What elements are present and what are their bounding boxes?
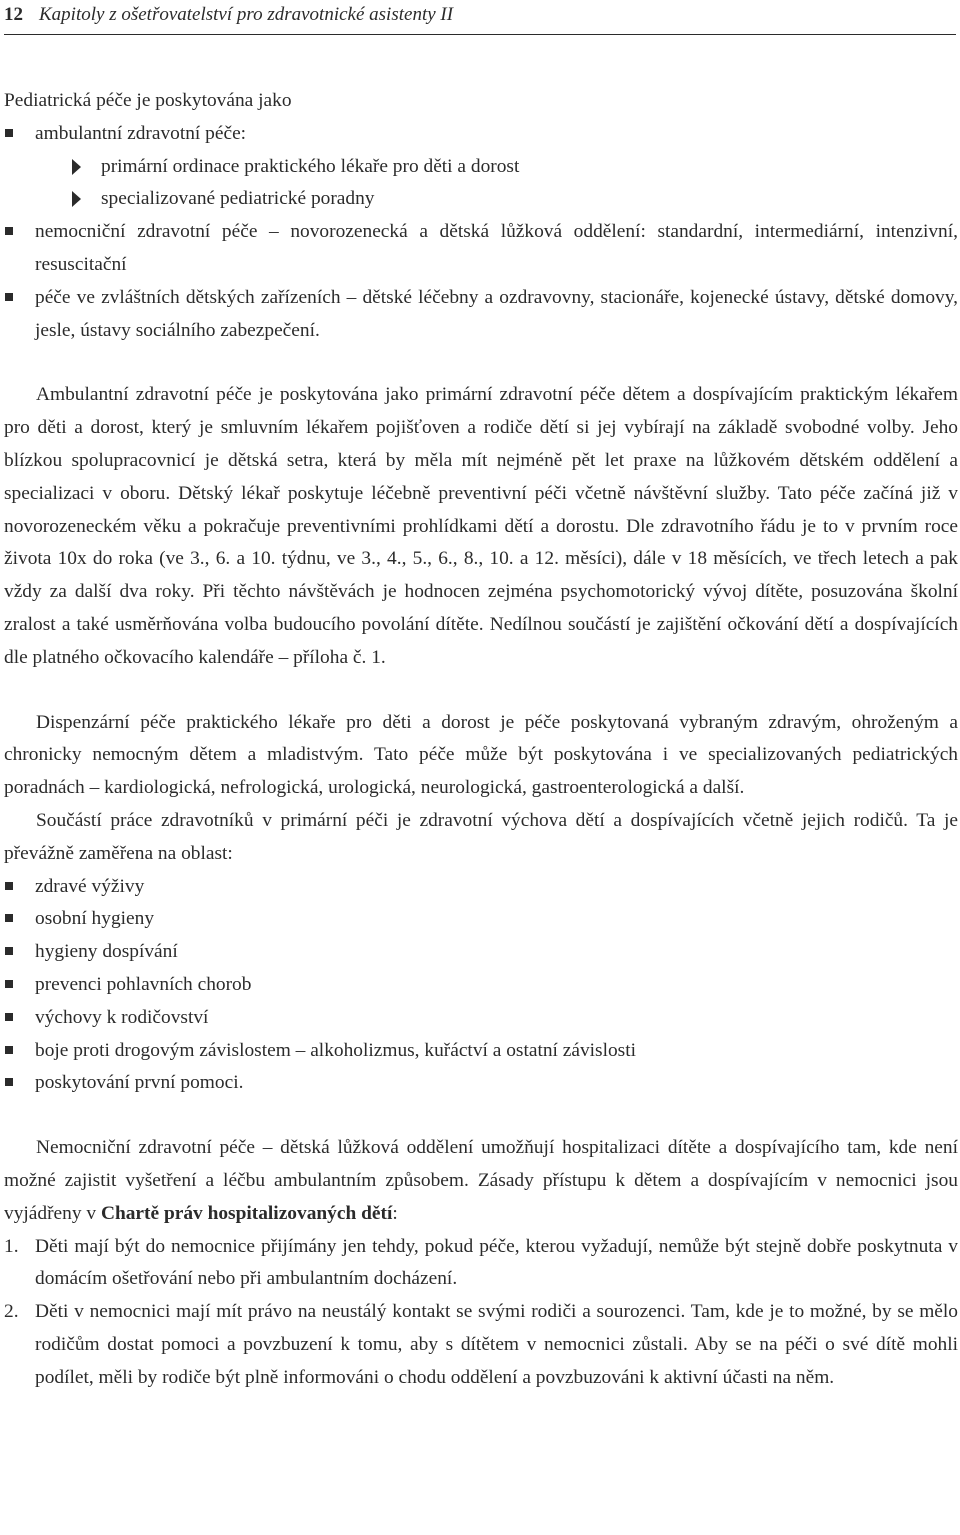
list-item-text: Děti mají být do nemocnice přijímány jen tehdy, pokud péče, kterou vyžadují, nemůže být stejně dobře poskytnuta v domácím ošetřování nebo při ambulantním docházení. [35,1235,958,1290]
charter-list [4,1231,958,1395]
list-item: osobní hygieny [4,903,958,936]
list-item: hygieny dospívání [4,936,958,969]
care-types-list [4,118,958,348]
hospital-care-text: Nemocniční zdravotní péče – dětská lůžková oddělení umožňují hospitalizaci dítěte a dospívajícího tam, kde není možné zajistit vyšetření a léčbu ambulantním způsobem. Zásady přístupu k dětem a dospívajícím v nemocnici jsou vyjádřeny v [4,1137,958,1224]
list-item: prevenci pohlavních chorob [4,969,958,1002]
list-item: péče ve zvláštních dětských zařízeních – dětské léčebny a ozdravovny, stacionáře, kojenecké ústavy, dětské domovy, jesle, ústavy sociálního zabezpečení. [4,282,958,348]
list-item: zdravé výživy [4,871,958,904]
care-types-intro: Pediatrická péče je poskytována jako [4,90,292,111]
health-topics-list [4,871,958,1101]
paragraph-health-education: Součástí práce zdravotníků v primární péči je zdravotní výchova dětí a dospívajících včetně jejich rodičů. Ta je převážně zaměřena na oblast: [4,809,958,864]
list-item-text: ambulantní zdravotní péče: [35,122,247,144]
ambulatory-sublist [35,151,958,217]
charter-colon: : [392,1202,398,1224]
list-item [4,1231,958,1297]
paragraph-dispensary-care: Dispenzární péče praktického lékaře pro děti a dorost je péče poskytovaná vybraným zdravým, ohroženým a chronicky nemocným dětem a mladistvým. Tato péče může být poskytována i ve specializovaných pediatrických poradnách – kardiologická, nefrologická, urologická, neurologická, gastroenterologická a další. [4,711,958,799]
paragraph-hospital-care [4,1132,958,1230]
body-text [4,85,958,1394]
list-item: specializované pediatrické poradny [70,183,958,216]
page-number: 12 [4,4,23,25]
item-number: 1. [4,1235,19,1257]
list-item-text: Děti v nemocnici mají mít právo na neustálý kontakt se svými rodiči a sourozenci. Tam, kde je to možné, by se mělo rodičům dostat pomoci a povzbuzení k tomu, aby s dítětem v nemocnici zůstali. Aby se na péči o své dítě mohli podílet, měli by rodiče být plně informováni o chodu oddělení a povzbuzováni k aktivní účasti na něm. [35,1301,958,1388]
list-item [4,1296,958,1394]
running-header [4,0,956,35]
list-item: nemocniční zdravotní péče – novorozenecká a dětská lůžková oddělení: standardní, intermediární, intenzivní, resuscitační [4,216,958,282]
charter-title: Chartě práv hospitalizovaných dětí [100,1202,393,1224]
list-item [4,118,958,216]
list-item: poskytování první pomoci. [4,1067,958,1100]
paragraph-ambulatory-care: Ambulantní zdravotní péče je poskytována jako primární zdravotní péče dětem a dospívajícím praktickým lékařem pro děti a dorost, který je smluvním lékařem pojišťoven a rodiče dětí si jej vybírají na základě svobodné volby. Jeho blízkou spolupracovnicí je dětská setra, která by měla mít nejméně pět let praxe na lůžkovém dětském oddělení a specializaci v oboru. Dětský lékař poskytuje léčebně preventivní péči včetně návštěvní služby. Tato péče začíná již v novorozeneckém věku a pokračuje preventivními prohlídkami dětí a dorostu. Dle zdravotního řádu je to v prvním roce života 10x do roka (ve 3., 6. a 10. týdnu, ve 3., 4., 5., 6., 8., 10. a 12. měsíci), dále v 18 měsících, ve třech letech a pak vždy za další dva roky. Při těchto návštěvách je hodnocen zejména psychomotorický vývoj dítěte, posuzována školní zralost a také usměrňována volba budoucího povolání dítěte. Nedílnou součástí je zajištění očkování dětí a dospívajících dle platného očkovacího kalendáře – příloha č. 1. [4,384,958,668]
item-number: 2. [4,1301,19,1323]
book-title: Kapitoly z ošetřovatelství pro zdravotnické asistenty II [39,4,454,25]
list-item: výchovy k rodičovství [4,1002,958,1035]
list-item: boje proti drogovým závislostem – alkoholizmus, kuřáctví a ostatní závislosti [4,1035,958,1068]
list-item: primární ordinace praktického lékaře pro děti a dorost [70,151,958,184]
